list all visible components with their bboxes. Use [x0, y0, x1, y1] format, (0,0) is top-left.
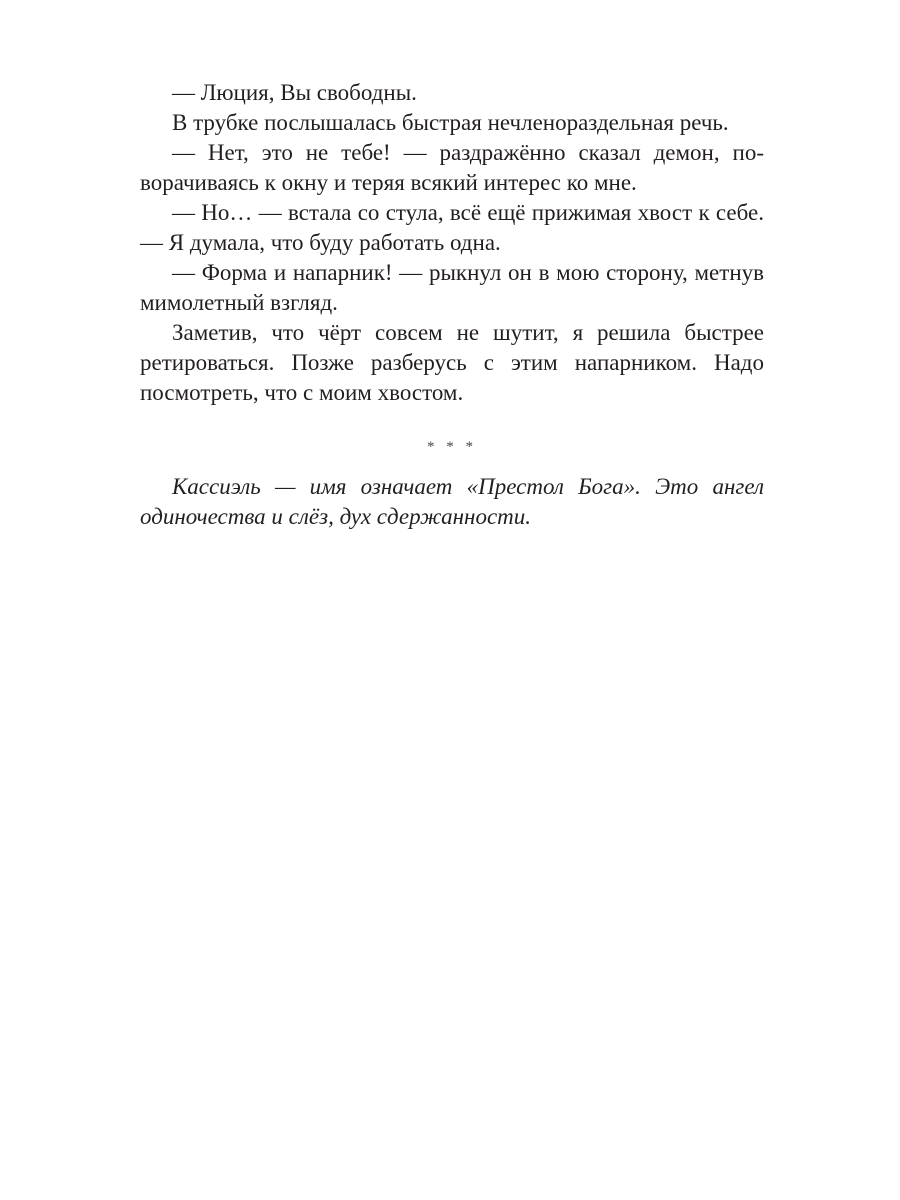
paragraph: — Форма и напарник! — рыкнул он в мою сторону, метнув мимолетный взгляд. [140, 260, 764, 315]
section-separator: * * * [427, 439, 477, 455]
epigraph-note: Кассиэль — имя означает «Престол Бога». Это ангел одиночества и слёз, дух сдержанности. [140, 474, 764, 529]
paragraph: Заметив, что чёрт совсем не шутит, я решила быстрее ретироваться. Позже разберусь с этим напарником. Надо посмотреть, что с моим хвостом. [140, 320, 764, 405]
paragraph: — Но… — встала со стула, всё ещё прижимая хвост к себе. — Я думала, что буду работать одна. [140, 200, 764, 255]
paragraph: — Нет, это не тебе! — раздражённо сказал демон, поворачиваясь к окну и теряя всякий интерес ко мне. [140, 140, 764, 195]
book-page [140, 78, 764, 532]
paragraph: В трубке послышалась быстрая нечленораздельная речь. [172, 110, 729, 135]
paragraph: — Люция, Вы свободны. [172, 80, 417, 105]
